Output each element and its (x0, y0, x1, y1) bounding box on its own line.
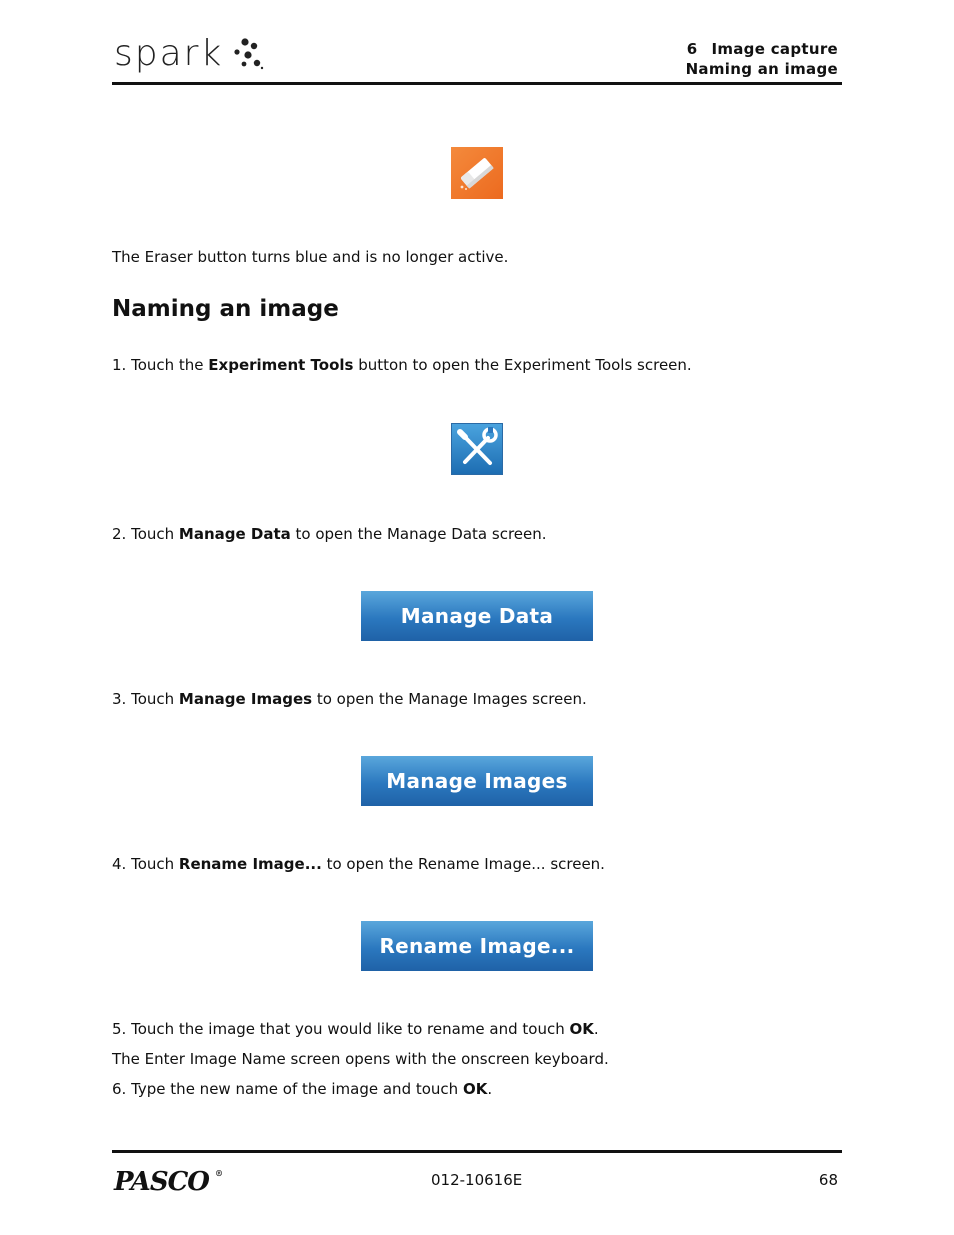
experiment-tools-icon (451, 423, 503, 475)
step-1-text: 1. Touch the (112, 356, 209, 374)
step-4-text-end: to open the Rename Image... screen. (321, 855, 605, 873)
eraser-icon (451, 147, 503, 199)
rename-image-button: Rename Image... (361, 921, 593, 971)
manage-images-button: Manage Images (361, 756, 593, 806)
step-1-bold: Experiment Tools (208, 356, 354, 374)
logo-wordmark: spark (114, 33, 224, 74)
step-6-bold: OK (462, 1080, 488, 1098)
step-6 (112, 1079, 492, 1099)
step-3-bold: Manage Images (178, 690, 313, 708)
step-4-bold: Rename Image... (178, 855, 322, 873)
step-4 (112, 854, 605, 874)
chapter-line (686, 39, 838, 59)
pasco-logo (114, 1167, 222, 1197)
step-3 (112, 689, 587, 709)
chapter-title: Image capture (711, 40, 838, 58)
step-2-text: 2. Touch (112, 525, 179, 543)
eraser-icon-graphic (451, 147, 503, 199)
step-1-text-end: button to open the Experiment Tools screen. (353, 356, 692, 374)
step-6-text-end: . (487, 1080, 493, 1098)
logo-dots-icon (233, 37, 267, 71)
registered-mark: ® (214, 1168, 222, 1178)
wrench-screwdriver-icon (452, 424, 502, 474)
spark-logo (114, 33, 267, 74)
eraser-note: The Eraser button turns blue and is no longer active. (112, 248, 509, 266)
pasco-wordmark: PASCO (114, 1167, 209, 1197)
page-footer (112, 1150, 842, 1203)
step-3-text: 3. Touch (112, 690, 179, 708)
step-2-text-end: to open the Manage Data screen. (290, 525, 547, 543)
step-3-text-end: to open the Manage Images screen. (312, 690, 587, 708)
page-number: 68 (818, 1171, 838, 1189)
step-5-bold: OK (569, 1020, 594, 1038)
chapter-number: 6 (686, 40, 698, 58)
step-1 (112, 355, 692, 375)
step-5 (112, 1019, 599, 1039)
step-6-text: 6. Type the new name of the image and touch (112, 1080, 463, 1098)
step-5-text-end: . (593, 1020, 599, 1038)
step-2 (112, 524, 547, 544)
document-number: 012-10616E (431, 1171, 523, 1189)
manage-data-button: Manage Data (361, 591, 593, 641)
step-2-bold: Manage Data (178, 525, 291, 543)
step-5-text: 5. Touch the image that you would like to rename and touch (112, 1020, 570, 1038)
header-chapter-info (686, 39, 838, 79)
page-header (112, 30, 842, 85)
section-heading: Naming an image (112, 296, 339, 322)
step-4-text: 4. Touch (112, 855, 179, 873)
section-title: Naming an image (685, 60, 838, 78)
step-5-note: The Enter Image Name screen opens with the onscreen keyboard. (112, 1050, 609, 1068)
